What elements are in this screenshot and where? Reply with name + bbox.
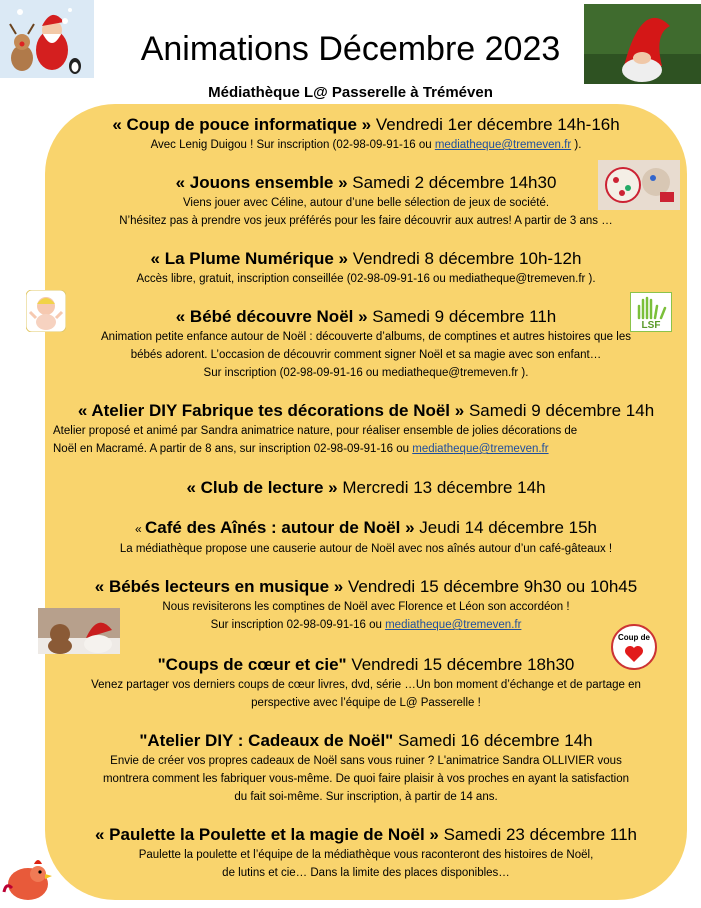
event-name: « Atelier DIY Fabrique tes décorations de Noël » bbox=[77, 401, 465, 420]
event-description bbox=[45, 440, 687, 458]
event-coup-de-pouce bbox=[45, 114, 687, 154]
event-date: Samedi 9 décembre 11h bbox=[367, 307, 557, 326]
santa-reindeer-picture bbox=[0, 0, 94, 78]
event-name: « Jouons ensemble » bbox=[175, 173, 348, 192]
event-title bbox=[45, 654, 687, 676]
event-title bbox=[45, 730, 687, 752]
event-description-line: Sur inscription (02-98-09-91-16 ou mediatheque@tremeven.fr ). bbox=[203, 367, 529, 379]
event-coups-de-coeur bbox=[45, 654, 687, 712]
event-name: « Coup de pouce informatique » bbox=[112, 115, 372, 134]
event-description-line: N’hésitez pas à prendre vos jeux préférés pour les faire découvrir aux autres! A partir de 3 ans … bbox=[119, 215, 613, 227]
page-title: Animations Décembre 2023 bbox=[140, 30, 561, 68]
event-bebe-decouvre-noel bbox=[45, 306, 687, 382]
event-name: « Paulette la Poulette et la magie de Noël » bbox=[94, 825, 439, 844]
event-description-line: Atelier proposé et animé par Sandra animatrice nature, pour réaliser ensemble de jolies décorations de bbox=[53, 425, 578, 437]
description-tail: ). bbox=[571, 139, 582, 151]
coup-de-coeur-label: Coup de bbox=[618, 633, 650, 642]
lsf-label: LSF bbox=[641, 320, 661, 331]
event-description-line: Viens jouer avec Céline, autour d’une belle sélection de jeux de société. bbox=[182, 197, 550, 209]
event-title bbox=[45, 477, 687, 499]
event-name: « Bébés lecteurs en musique » bbox=[94, 577, 344, 596]
event-description-line: du fait soi-même. Sur inscription, à partir de 14 ans. bbox=[234, 791, 498, 803]
email-link[interactable]: mediatheque@tremeven.fr bbox=[412, 443, 549, 455]
event-date: Jeudi 14 décembre 15h bbox=[414, 518, 597, 537]
event-date: Vendredi 15 décembre 18h30 bbox=[346, 655, 575, 674]
event-paulette-la-poulette bbox=[45, 824, 687, 882]
event-title bbox=[45, 400, 687, 422]
event-name: "Coups de cœur et cie" bbox=[157, 655, 347, 674]
event-title bbox=[45, 306, 687, 328]
page-subtitle: Médiathèque L@ Passerelle à Tréméven bbox=[208, 84, 493, 101]
event-date: Vendredi 8 décembre 10h-12h bbox=[348, 249, 582, 268]
event-date: Vendredi 15 décembre 9h30 ou 10h45 bbox=[343, 577, 638, 596]
event-bebes-lecteurs bbox=[45, 576, 687, 634]
event-title bbox=[45, 248, 687, 270]
event-description bbox=[45, 616, 687, 634]
event-name: "Atelier DIY : Cadeaux de Noël" bbox=[139, 731, 394, 750]
event-name: Café des Aînés : autour de Noël » bbox=[145, 518, 415, 537]
event-cafe-des-aines bbox=[45, 517, 687, 558]
event-title bbox=[45, 576, 687, 598]
description-line: Avec Lenig Duigou ! Sur inscription (02-98-09-91-16 ou bbox=[150, 139, 435, 151]
event-prefix: « bbox=[135, 522, 146, 536]
event-description-line: bébés adorent. L’occasion de découvrir comment signer Noël et sa magie avec son enfant… bbox=[130, 349, 602, 361]
event-description bbox=[45, 136, 687, 154]
event-title bbox=[45, 114, 687, 136]
event-date: Samedi 2 décembre 14h30 bbox=[347, 173, 557, 192]
event-club-de-lecture bbox=[45, 477, 687, 499]
event-name: « Club de lecture » bbox=[186, 478, 338, 497]
event-jouons-ensemble bbox=[45, 172, 687, 230]
email-link[interactable]: mediatheque@tremeven.fr bbox=[434, 139, 572, 151]
event-title bbox=[45, 172, 687, 194]
description-line: Sur inscription 02-98-09-91-16 ou bbox=[210, 619, 386, 631]
event-date: Samedi 23 décembre 11h bbox=[438, 825, 638, 844]
event-title bbox=[45, 517, 687, 540]
event-description-line: Venez partager vos derniers coups de cœur livres, dvd, série …Un bon moment d’échange et de partage en bbox=[91, 679, 641, 691]
event-date: Samedi 16 décembre 14h bbox=[393, 731, 593, 750]
event-date: Mercredi 13 décembre 14h bbox=[337, 478, 546, 497]
event-atelier-diy-decorations bbox=[45, 400, 687, 458]
event-description-line: de lutins et cie… Dans la limite des places disponibles… bbox=[222, 867, 510, 879]
event-description-line: perspective avec l’équipe de L@ Passerelle ! bbox=[251, 697, 481, 709]
event-date: Vendredi 1er décembre 14h-16h bbox=[371, 115, 620, 134]
description-line: Noël en Macramé. A partir de 8 ans, sur inscription 02-98-09-91-16 ou bbox=[53, 443, 413, 455]
email-link[interactable]: mediatheque@tremeven.fr bbox=[385, 619, 522, 631]
event-title bbox=[45, 824, 687, 846]
event-la-plume-numerique bbox=[45, 248, 687, 288]
event-name: « Bébé découvre Noël » bbox=[175, 307, 368, 326]
event-description-line: La médiathèque propose une causerie autour de Noël avec nos aînés autour d’un café-gâteaux ! bbox=[119, 543, 613, 555]
event-date: Samedi 9 décembre 14h bbox=[464, 401, 655, 420]
event-description-line: Envie de créer vos propres cadeaux de Noël sans vous ruiner ? L'animatrice Sandra OLLIVIER vous bbox=[110, 755, 622, 767]
gnome-picture bbox=[584, 4, 701, 84]
event-name: « La Plume Numérique » bbox=[150, 249, 348, 268]
event-description-line: montrera comment les fabriquer vous-même. De quoi faire plaisir à vos proches en ayant la satisfaction bbox=[102, 773, 630, 785]
event-description-line: Animation petite enfance autour de Noël : découverte d’albums, de comptines et autres histoires que les bbox=[101, 331, 631, 343]
event-atelier-diy-cadeaux bbox=[45, 730, 687, 806]
event-description-line: Accès libre, gratuit, inscription conseillée (02-98-09-91-16 ou mediatheque@tremeven.fr ). bbox=[136, 273, 596, 285]
event-description-line: Paulette la poulette et l’équipe de la médiathèque vous raconteront des histoires de Noël, bbox=[138, 849, 594, 861]
event-description-line: Nous revisiterons les comptines de Noël avec Florence et Léon son accordéon ! bbox=[162, 601, 570, 613]
